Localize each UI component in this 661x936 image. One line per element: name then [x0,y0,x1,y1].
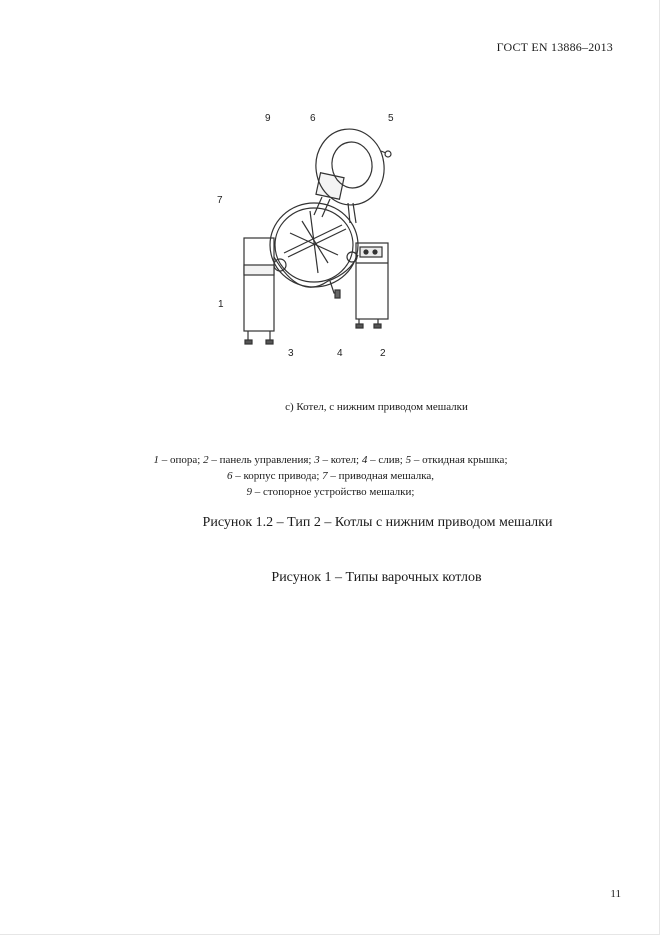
figure-subcaption: c) Котел, с нижним приводом мешалки [285,401,468,413]
legend-text: – корпус привода; [232,470,323,482]
legend-num: 1 [153,454,159,466]
legend-num: 6 [226,470,233,482]
page-number: 11 [610,888,621,900]
legend-row-3 [0,484,661,500]
figure-legend [0,452,661,500]
legend-num: 7 [322,470,328,482]
kettle-figure [210,105,410,365]
legend-text: – слив; [367,454,406,466]
callout-4: 4 [337,348,343,359]
legend-text: – опора; [159,454,204,466]
callout-7: 7 [217,195,223,206]
legend-num: 4 [361,454,368,466]
legend-text: – откидная крышка; [411,454,508,466]
callout-3: 3 [288,348,294,359]
legend-num: 5 [405,454,412,466]
legend-num: 3 [314,454,320,466]
left-support-cabinet [244,238,274,331]
callout-1: 1 [218,299,224,310]
legend-num: 9 [246,486,253,498]
kettle-drawing [210,105,410,365]
legend-num: 2 [203,454,209,466]
figure-1-2-caption: Рисунок 1.2 – Тип 2 – Котлы с нижним приводом мешалки [202,515,553,530]
callout-2: 2 [380,348,386,359]
hinged-lid [311,125,389,210]
legend-row-2 [0,468,661,484]
standard-header: ГОСТ EN 13886–2013 [496,40,613,54]
legend-row-1 [0,452,661,468]
legend-text: – приводная мешалка, [327,470,434,482]
legend-text: – стопорное устройство мешалки; [252,486,415,498]
callout-6: 6 [310,113,316,124]
drive-housing [316,173,344,200]
figure-1-caption: Рисунок 1 – Типы варочных котлов [271,570,482,585]
legend-text: – панель управления; [208,454,315,466]
legend-text: – котел; [319,454,362,466]
callout-9: 9 [265,113,271,124]
callout-5: 5 [388,113,394,124]
agitator-paddles [284,211,346,273]
